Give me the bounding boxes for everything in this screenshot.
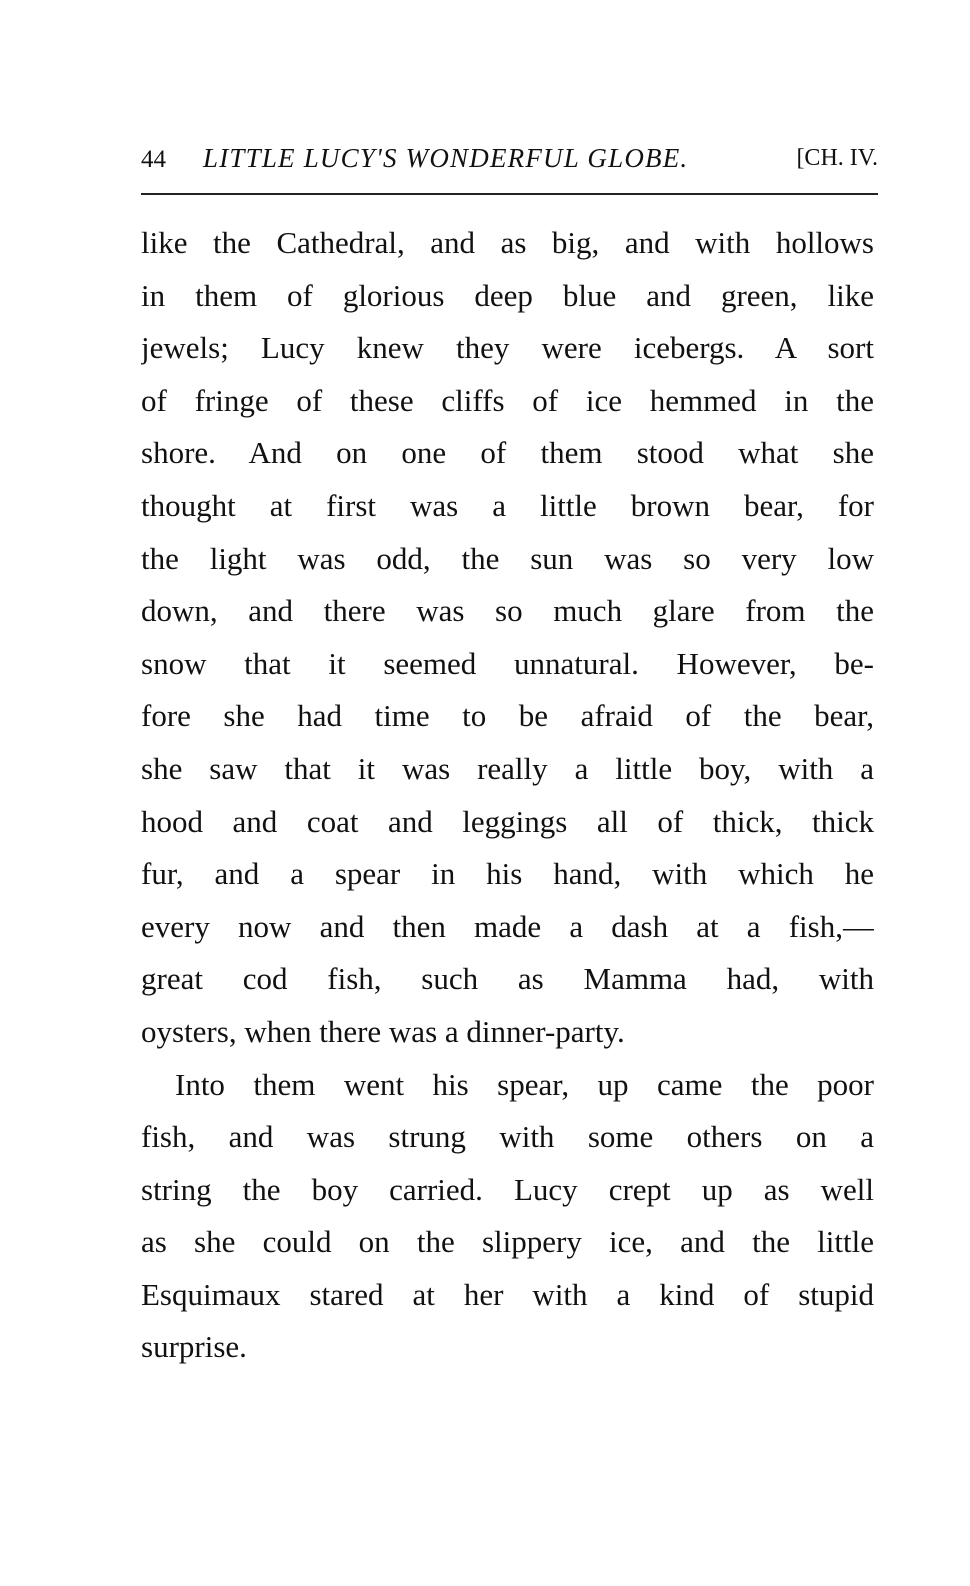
chapter-reference: [CH. IV. [796, 145, 878, 171]
text-line: surprise. [141, 1329, 247, 1365]
text-line: fore she had time to be afraid of the bear, [141, 698, 874, 734]
text-line: jewels; Lucy knew they were icebergs. A sort [141, 330, 874, 366]
text-line: string the boy carried. Lucy crept up as well [141, 1171, 874, 1207]
text-line: she saw that it was really a little boy, with a [141, 750, 874, 786]
running-header [141, 138, 878, 178]
text-line: of fringe of these cliffs of ice hemmed in the [141, 382, 874, 418]
text-line: as she could on the slippery ice, and the little [141, 1224, 874, 1260]
text-line: oysters, when there was a dinner-party. [141, 1013, 625, 1049]
paragraph-1 [141, 217, 874, 1059]
text-line: great cod fish, such as Mamma had, with [141, 961, 874, 997]
text-line: fur, and a spear in his hand, with which he [141, 856, 874, 892]
body-text [141, 217, 874, 1374]
text-line: down, and there was so much glare from the [141, 593, 874, 629]
page-number: 44 [141, 146, 166, 173]
header-rule [141, 193, 878, 195]
text-line: in them of glorious deep blue and green, like [141, 277, 874, 313]
paragraph-2 [141, 1059, 874, 1375]
text-line: Esquimaux stared at her with a kind of stupid [141, 1276, 874, 1312]
text-line: thought at first was a little brown bear, for [141, 487, 874, 523]
text-line: the light was odd, the sun was so very low [141, 540, 874, 576]
text-line: fish, and was strung with some others on a [141, 1119, 874, 1155]
running-title: LITTLE LUCY'S WONDERFUL GLOBE. [203, 143, 689, 173]
text-line: Into them went his spear, up came the poor [175, 1066, 874, 1102]
text-line: like the Cathedral, and as big, and with hollows [141, 225, 874, 260]
text-line: snow that it seemed unnatural. However, be- [141, 645, 874, 681]
text-line: shore. And on one of them stood what she [141, 435, 874, 471]
text-line: every now and then made a dash at a fish,— [141, 908, 874, 944]
text-line: hood and coat and leggings all of thick, thick [141, 803, 874, 839]
